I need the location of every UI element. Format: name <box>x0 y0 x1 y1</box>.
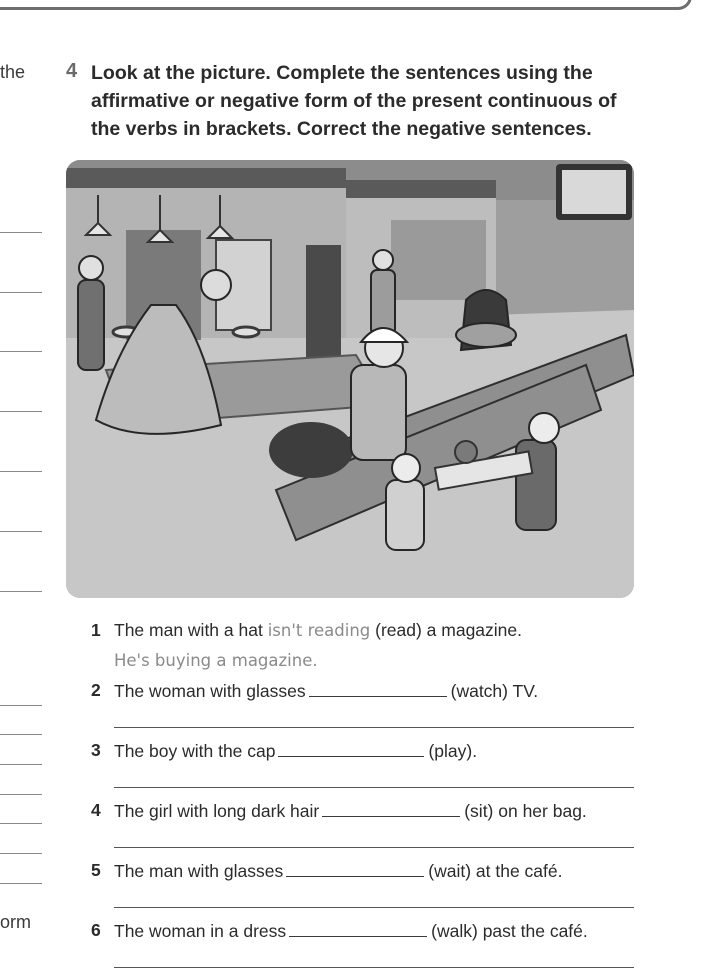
left-column-line <box>0 734 42 735</box>
left-column-line <box>0 411 42 412</box>
answer-blank[interactable] <box>286 860 424 877</box>
question-stem: The girl with long dark hair <box>114 801 320 821</box>
left-column-line <box>0 471 42 472</box>
correction-line[interactable] <box>114 727 634 728</box>
question-text <box>114 800 587 822</box>
question-stem: The woman in a dress <box>114 921 287 941</box>
question-stem: The boy with the cap <box>114 741 276 761</box>
question-text <box>114 680 538 702</box>
answer-blank[interactable] <box>278 740 424 757</box>
left-column-line <box>0 232 42 233</box>
page-frame <box>0 0 692 10</box>
question-number: 3 <box>91 740 101 760</box>
question-number: 1 <box>91 620 101 640</box>
answer-blank[interactable] <box>289 920 427 937</box>
question-verb-hint: (sit) on her bag. <box>464 801 587 821</box>
question-verb-hint: (watch) TV. <box>450 681 539 701</box>
left-column-line <box>0 764 42 765</box>
question-stem: The woman with glasses <box>114 681 306 701</box>
question-verb-hint: (walk) past the café. <box>431 921 588 941</box>
left-column-line <box>0 292 42 293</box>
exercise-number: 4 <box>66 60 78 82</box>
left-column-line <box>0 853 42 854</box>
left-column-line <box>0 591 42 592</box>
question-stem: The man with a hat <box>114 620 268 640</box>
correction-line[interactable] <box>114 847 634 848</box>
answer-blank[interactable] <box>322 800 460 817</box>
airport-illustration <box>66 160 634 598</box>
example-correction: He's buying a magazine. <box>114 651 318 670</box>
left-column-line <box>0 705 42 706</box>
question-stem: The man with glasses <box>114 861 284 881</box>
answer-blank[interactable] <box>309 680 447 697</box>
exercise-instruction: Look at the picture. Complete the sentences using the affirmative or negative form of the present continuous of the verbs in brackets. Correct the negative sentences. <box>91 62 617 140</box>
left-column-line <box>0 531 42 532</box>
correction-line[interactable] <box>114 787 634 788</box>
left-column-line <box>0 823 42 824</box>
left-column-line <box>0 794 42 795</box>
question-text <box>114 740 477 762</box>
question-number: 2 <box>91 680 101 700</box>
question-text <box>114 860 562 882</box>
question-text <box>114 920 588 942</box>
left-column-fragment: orm <box>0 912 31 932</box>
example-answer: isn't reading <box>267 621 371 640</box>
question-verb-hint: (wait) at the café. <box>428 861 563 881</box>
left-column-fragment: the <box>0 62 26 82</box>
correction-line[interactable] <box>114 907 634 908</box>
question-verb-hint: (read) a magazine. <box>370 620 523 640</box>
question-verb-hint: (play). <box>428 741 478 761</box>
question-text <box>114 620 522 641</box>
left-column-line <box>0 351 42 352</box>
question-number: 6 <box>91 920 101 940</box>
left-column-line <box>0 883 42 884</box>
question-number: 5 <box>91 860 101 880</box>
correction-line[interactable] <box>114 967 634 968</box>
question-number: 4 <box>91 800 101 820</box>
